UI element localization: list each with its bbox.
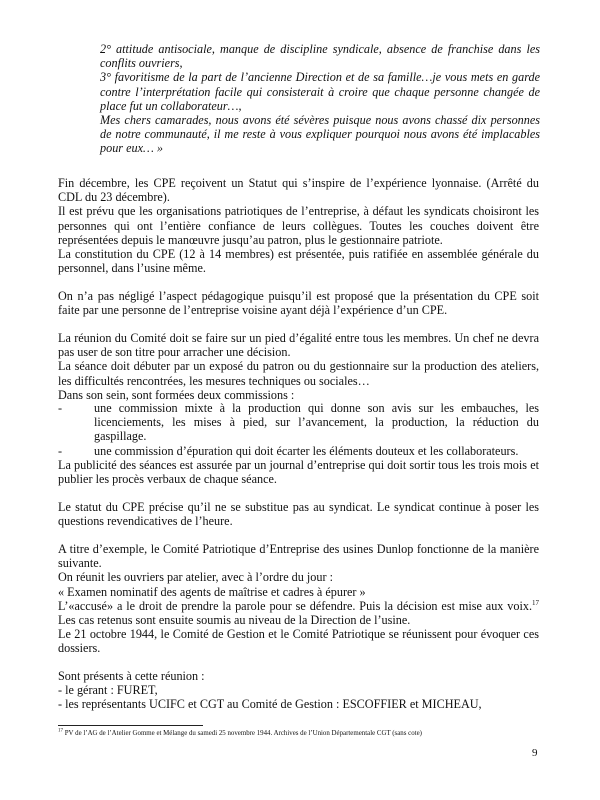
text: L’«accusé» a le droit de prendre la parole pour se défendre. Puis la décision est mise aux voix. — [58, 598, 532, 613]
quote-line-2: 3° favoritisme de la part de l’ancienne Direction et de sa famille…je vous mets en garde contre l’interprétation facile qui consisterait à croire que chaque personne changée de place fut un collaborateur…, — [100, 70, 540, 113]
commissions-list — [58, 401, 539, 458]
quote-block — [100, 42, 540, 156]
paragraph: On n’a pas négligé l’aspect pédagogique puisqu’il est proposé que la présentation du CPE soit faite par une personne de l’entreprise voisine ayant déjà l’expérience d’un CPE. — [58, 289, 539, 318]
footnote — [58, 729, 548, 738]
section-dunlop — [58, 542, 539, 656]
paragraph: Le 21 octobre 1944, le Comité de Gestion et le Comité Patriotique se réunissent pour évoquer ces dossiers. — [58, 627, 539, 656]
text: Les cas retenus sont ensuite soumis au niveau de la Direction de l’usine. — [58, 613, 411, 628]
section-statut — [58, 176, 539, 275]
paragraph: « Examen nominatif des agents de maîtrise et cadres à épurer » — [58, 584, 366, 599]
section-reunion — [58, 331, 539, 402]
section-publicite — [58, 458, 539, 486]
paragraph: La publicité des séances est assurée par un journal d’entreprise qui doit sortir tous les trois mois et publier les procès verbaux de chaque séance. — [58, 458, 539, 487]
page-number: 9 — [532, 747, 538, 759]
list-item — [58, 401, 539, 444]
list-item-text: une commission mixte à la production qui donne son avis sur les embauches, les licenciements, les mises à pied, sur l’avancement, la production, la réduction du gaspillage. — [94, 401, 539, 444]
paragraph: - le gérant : FURET, — [58, 683, 158, 698]
paragraph: La séance doit débuter par un exposé du patron ou du gestionnaire sur la production des ateliers, les difficultés rencontrées, les mesures techniques ou sociales… — [58, 359, 539, 388]
paragraph: - les représentants UCIFC et CGT au Comité de Gestion : ESCOFFIER et MICHEAU, — [58, 697, 482, 712]
section-statut-cpe — [58, 500, 539, 528]
paragraph: Le statut du CPE précise qu’il ne se substitue pas au syndicat. Le syndicat continue à poser les questions revendicatives de l’heure. — [58, 500, 539, 529]
paragraph: On réunit les ouvriers par atelier, avec à l’ordre du jour : — [58, 570, 333, 585]
footnote-ref[interactable]: 17 — [532, 598, 539, 607]
paragraph: Sont présents à cette réunion : — [58, 669, 205, 683]
paragraph: A titre d’exemple, le Comité Patriotique d’Entreprise des usines Dunlop fonctionne de la manière suivante. — [58, 542, 539, 571]
paragraph: La réunion du Comité doit se faire sur un pied d’égalité entre tous les membres. Un chef ne devra pas user de son titre pour arracher une décision. — [58, 331, 539, 360]
paragraph: Dans son sein, sont formées deux commissions : — [58, 387, 295, 402]
section-presents — [58, 669, 539, 712]
list-dash: - — [58, 401, 63, 415]
list-item-text: une commission d’épuration qui doit écarter les éléments douteux et les collaborateurs. — [94, 443, 519, 458]
paragraph — [58, 599, 539, 627]
paragraph: La constitution du CPE (12 à 14 membres) est présentée, puis ratifiée en assemblée générale du personnel, dans l’usine même. — [58, 247, 539, 276]
list-item — [58, 444, 539, 458]
paragraph: Il est prévu que les organisations patriotiques de l’entreprise, à défaut les syndicats choisiront les personnes qui ont l’entière confiance de leurs collègues. Toutes les couches doivent être représentées depuis le manœuvre jusqu’au patron, plus le gestionnaire patriote. — [58, 204, 539, 247]
quote-line-1: 2° attitude antisociale, manque de discipline syndicale, absence de franchise dans les conflits ouvriers, — [100, 42, 540, 71]
section-pedagogie — [58, 289, 539, 317]
footnote-number: 17 — [58, 728, 63, 734]
quote-line-3: Mes chers camarades, nous avons été sévères puisque nous avons chassé dix personnes de notre communauté, il me reste à vous expliquer pourquoi nous avons été implacables pour eux… » — [100, 113, 540, 156]
footnote-divider — [58, 725, 203, 726]
footnote-text: PV de l’AG de l’Atelier Gomme et Mélange du samedi 25 novembre 1944. Archives de l’Union Départementale CGT (sans cote) — [63, 730, 422, 737]
paragraph: Fin décembre, les CPE reçoivent un Statut qui s’inspire de l’expérience lyonnaise. (Arrêté du CDL du 23 décembre). — [58, 176, 539, 205]
list-dash: - — [58, 443, 63, 458]
